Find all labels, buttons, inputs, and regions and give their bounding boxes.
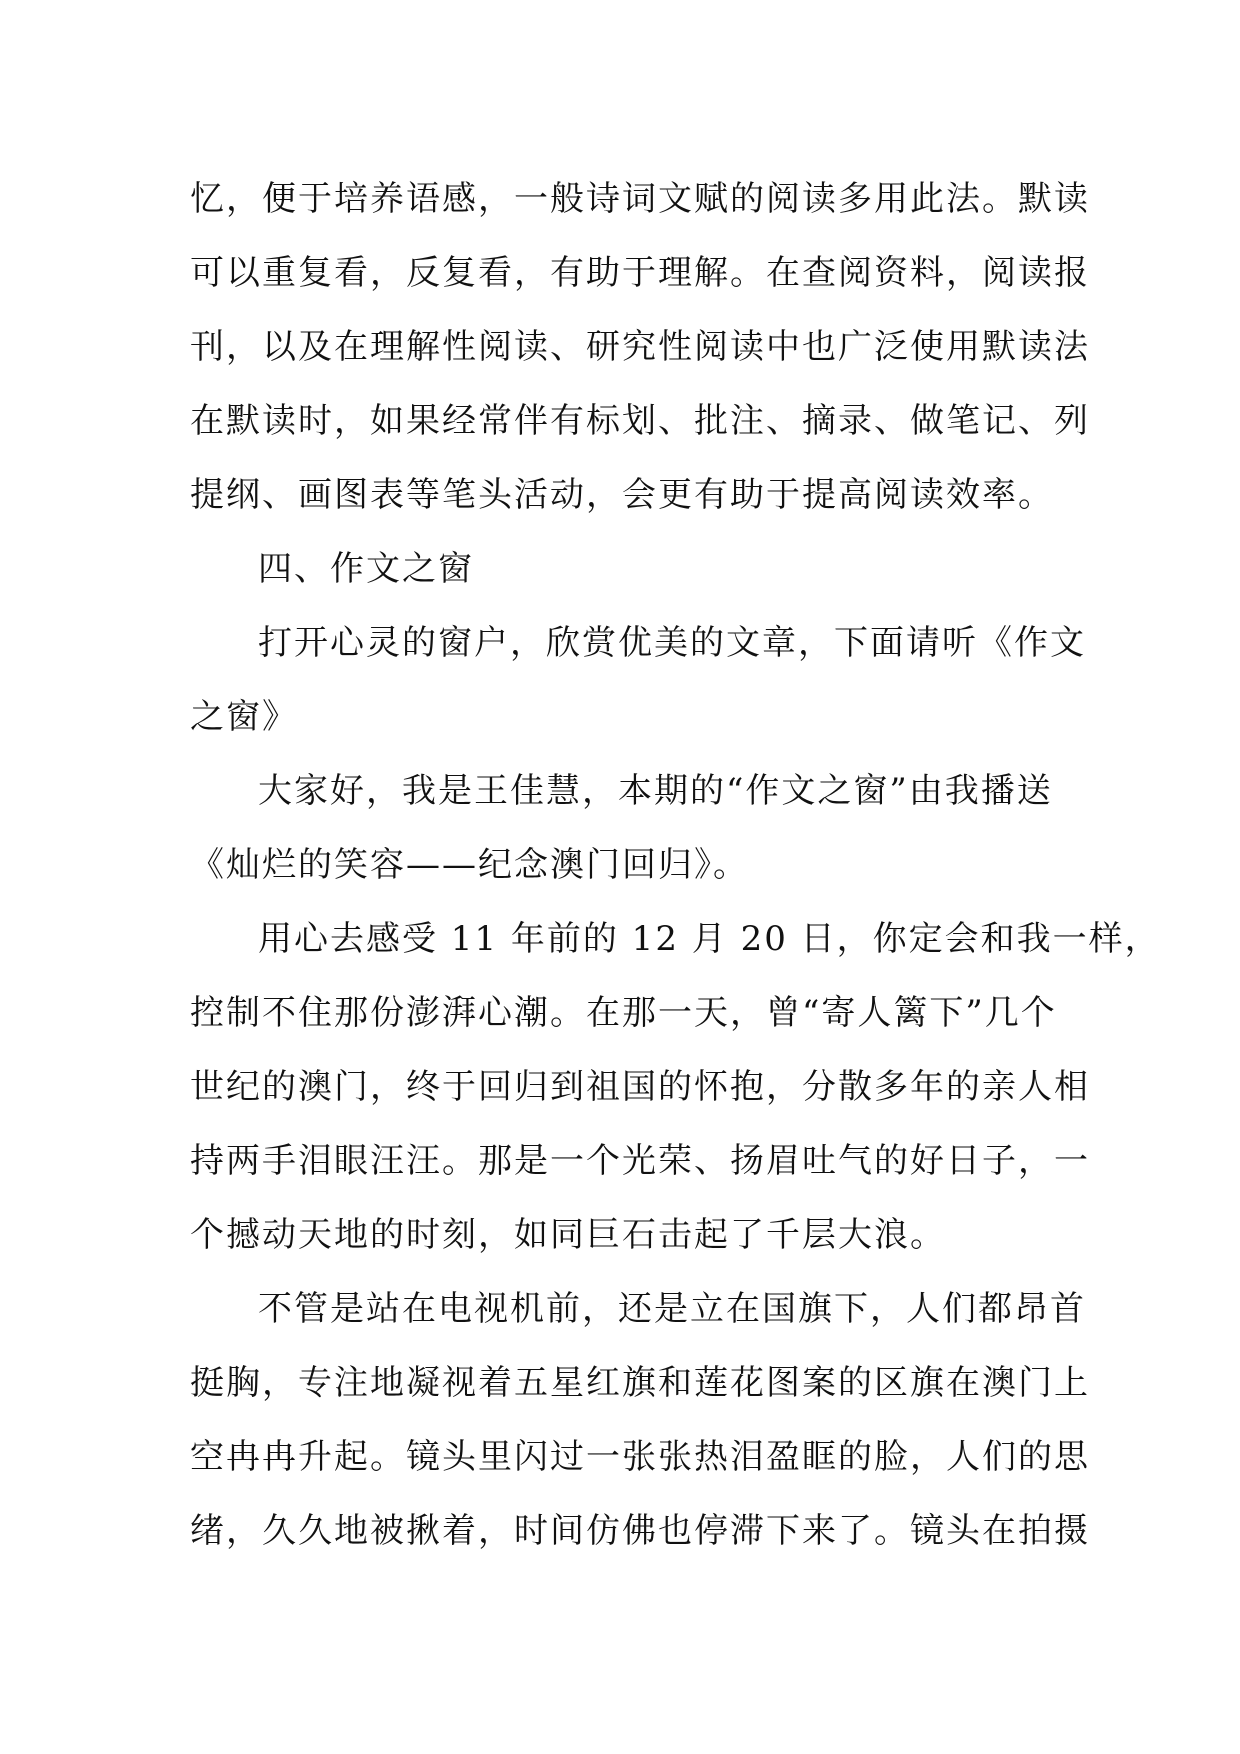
text-line: 可以重复看，反复看，有助于理解。在查阅资料，阅读报 <box>190 253 1090 293</box>
text-line: 不管是站在电视机前，还是立在国旗下，人们都昂首 <box>258 1289 1086 1329</box>
text-line: 大家好，我是王佳慧，本期的“作文之窗”由我播送 <box>258 771 1053 811</box>
text-line: 世纪的澳门，终于回归到祖国的怀抱，分散多年的亲人相 <box>190 1067 1090 1107</box>
text-line: 空冉冉升起。镜头里闪过一张张热泪盈眶的脸，人们的思 <box>190 1437 1090 1477</box>
document-page <box>190 162 1161 1568</box>
text-line: 在默读时，如果经常伴有标划、批注、摘录、做笔记、列 <box>190 401 1090 441</box>
text-line: 绪，久久地被揪着，时间仿佛也停滞下来了。镜头在拍摄 <box>190 1511 1090 1551</box>
text-line: 控制不住那份澎湃心潮。在那一天，曾“寄人篱下”几个 <box>190 993 1057 1033</box>
text-line: 之窗》 <box>190 697 298 737</box>
text-line: 个撼动天地的时刻，如同巨石击起了千层大浪。 <box>190 1215 946 1255</box>
section-heading: 四、作文之窗 <box>258 549 474 589</box>
text-line: 打开心灵的窗户，欣赏优美的文章，下面请听《作文 <box>258 623 1086 663</box>
text-line: 提纲、画图表等笔头活动，会更有助于提高阅读效率。 <box>190 475 1054 515</box>
text-line: 持两手泪眼汪汪。那是一个光荣、扬眉吐气的好日子，一 <box>190 1141 1090 1181</box>
text-line: 挺胸，专注地凝视着五星红旗和莲花图案的区旗在澳门上 <box>190 1363 1090 1403</box>
text-line: 刊，以及在理解性阅读、研究性阅读中也广泛使用默读法 <box>190 327 1090 367</box>
text-line: 用心去感受 11 年前的 12 月 20 日，你定会和我一样， <box>258 919 1161 959</box>
text-line: 《灿烂的笑容——纪念澳门回归》。 <box>190 845 749 885</box>
text-line: 忆，便于培养语感，一般诗词文赋的阅读多用此法。默读 <box>190 179 1090 219</box>
